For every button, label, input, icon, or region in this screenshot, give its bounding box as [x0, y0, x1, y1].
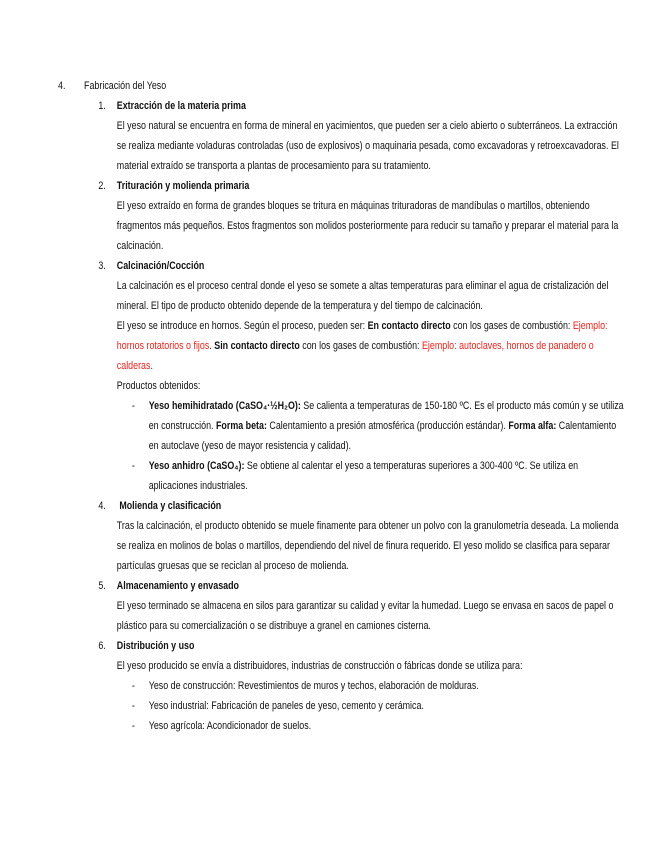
section-body: El yeso natural se encuentra en forma de mineral en yacimientos, que pueden ser a cielo abierto o subterráneos. La extracción se realiza mediante voladuras controladas (uso de explosivos) o maquinaria pesada, como excavadoras y retroexcavadoras. El material extraído se transporta a plantas de procesamiento para su tratamiento.	[116, 120, 619, 172]
list-item	[117, 716, 629, 736]
dash-bullet: -	[131, 700, 135, 712]
section-number: 3.	[98, 260, 106, 272]
use-text: Yeso agrícola: Acondicionador de suelos.	[148, 720, 312, 732]
product-label: Yeso anhidro (CaSO₄):	[148, 460, 245, 472]
section-number: 4.	[98, 500, 106, 512]
section-title: Distribución y uso	[116, 640, 195, 652]
direct-contact-label: En contacto directo	[367, 320, 451, 332]
direct-contact-text: con los gases de combustión:	[450, 320, 573, 332]
dash-bullet: -	[131, 680, 135, 692]
beta-text: Calentamiento a presión atmosférica (producción estándar).	[266, 420, 509, 432]
ovens-intro: El yeso se introduce en hornos. Según el proceso, pueden ser:	[116, 320, 368, 332]
beta-label: Forma beta:	[215, 420, 267, 432]
section-body: El yeso extraído en forma de grandes bloques se tritura en máquinas trituradoras de mandíbulas o martillos, obteniendo fragmentos más pequeños. Estos fragmentos son molidos posteriormente para reducir su tamaño y preparar el material para la calcinación.	[116, 200, 619, 252]
list-item	[117, 676, 629, 696]
section-crushing	[58, 176, 628, 256]
alfa-label: Forma alfa:	[508, 420, 557, 432]
section-number: 1.	[98, 100, 106, 112]
ovens-separator: .	[209, 340, 215, 352]
document-body	[58, 76, 628, 736]
dash-bullet: -	[131, 460, 135, 472]
ovens-paragraph	[117, 316, 629, 376]
indirect-contact-example: Ejemplo: autoclaves, hornos de panadero o calderas	[116, 340, 594, 372]
use-text: Yeso de construcción: Revestimientos de muros y techos, elaboración de molduras.	[148, 680, 479, 692]
section-distribution	[58, 636, 628, 736]
indirect-contact-label: Sin contacto directo	[214, 340, 300, 352]
uses-list	[117, 676, 629, 736]
section-calcination	[58, 256, 628, 496]
use-text: Yeso industrial: Fabricación de paneles de yeso, cemento y cerámica.	[148, 700, 424, 712]
section-title: Trituración y molienda primaria	[116, 180, 250, 192]
list-item	[117, 696, 629, 716]
product-text: Se calienta a temperaturas de 150-180 ºC. Es el producto más común y se utiliza en construcción.	[148, 400, 624, 432]
section-grinding	[58, 496, 628, 576]
dash-bullet: -	[131, 400, 135, 412]
products-list	[117, 396, 629, 496]
products-label: Productos obtenidos:	[116, 380, 201, 392]
section-title: Calcinación/Cocción	[116, 260, 205, 272]
product-label: Yeso hemihidratado (CaSO₄·½H₂O):	[148, 400, 301, 412]
indirect-contact-text: con los gases de combustión:	[299, 340, 422, 352]
dash-bullet: -	[131, 720, 135, 732]
direct-contact-example: Ejemplo: hornos rotatorios o fijos	[116, 320, 608, 352]
section-storage	[58, 576, 628, 636]
alfa-text: Calentamiento en autoclave (yeso de mayor resistencia y calidad).	[148, 420, 617, 452]
section-number: 5.	[98, 580, 106, 592]
section-number: 6.	[98, 640, 106, 652]
section-extraction	[58, 96, 628, 176]
main-item-number: 4.	[58, 80, 66, 92]
section-number: 2.	[98, 180, 106, 192]
ovens-end: .	[150, 360, 153, 372]
section-body: El yeso terminado se almacena en silos para garantizar su calidad y evitar la humedad. Luego se envasa en sacos de papel o plástico para su comercialización o se distribuye a granel en camiones cisterna.	[116, 600, 614, 632]
list-item	[117, 456, 629, 496]
list-item	[117, 396, 629, 456]
section-title: Molienda y clasificación	[119, 500, 222, 512]
section-body: El yeso producido se envía a distribuidores, industrias de construcción o fábricas donde se utiliza para:	[116, 660, 523, 672]
section-title: Almacenamiento y envasado	[116, 580, 239, 592]
main-list-item	[58, 76, 628, 96]
product-text: Se obtiene al calentar el yeso a temperaturas superiores a 300-400 ºC. Se utiliza en aplicaciones industriales.	[148, 460, 579, 492]
section-body: Tras la calcinación, el producto obtenido se muele finamente para obtener un polvo con la granulometría deseada. La molienda se realiza en molinos de bolas o martillos, dependiendo del nivel de finura requerido. El yeso molido se clasifica para separar partículas gruesas que se reciclan al proceso de molienda.	[116, 520, 619, 572]
section-title: Extracción de la materia prima	[116, 100, 246, 112]
main-heading: Fabricación del Yeso	[84, 80, 167, 92]
section-body: La calcinación es el proceso central donde el yeso se somete a altas temperaturas para eliminar el agua de cristalización del mineral. El tipo de producto obtenido depende de la temperatura y del tiempo de calcinación.	[116, 280, 609, 312]
